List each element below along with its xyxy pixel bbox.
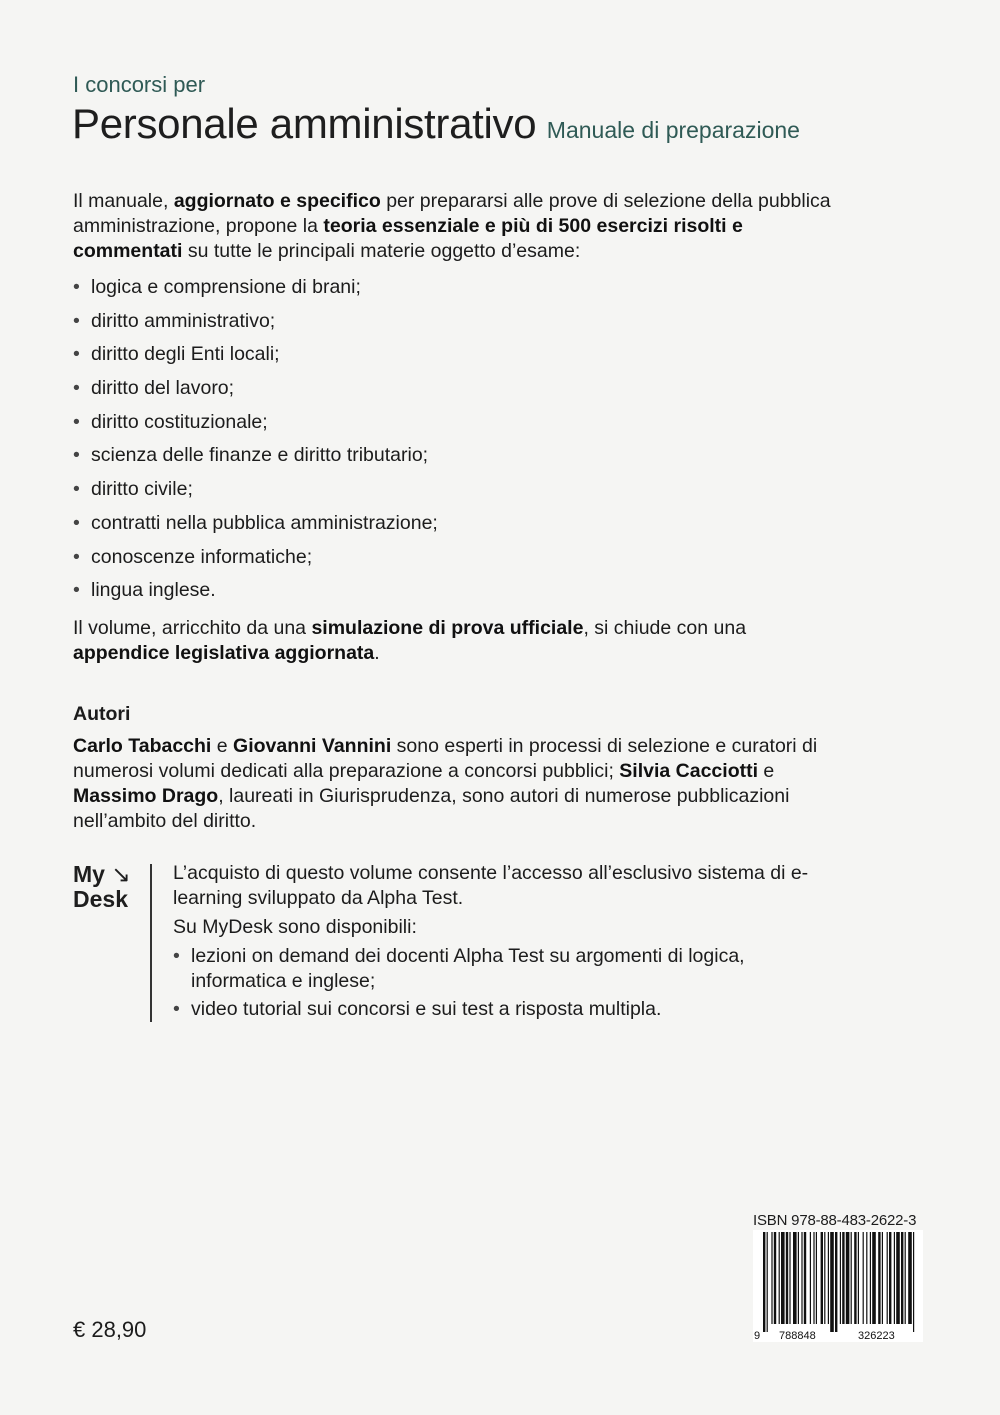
mydesk-logo-word: Desk bbox=[73, 886, 128, 912]
bullet-icon: • bbox=[173, 945, 180, 967]
outro-bold: appendice legislativa aggiornata bbox=[73, 642, 375, 664]
list-item bbox=[73, 511, 438, 545]
outro-bold: simulazione di prova ufficiale bbox=[311, 617, 584, 639]
topic-text: contratti nella pubblica amministrazione; bbox=[91, 511, 438, 534]
barcode-bar bbox=[854, 1232, 856, 1324]
bullet-icon: • bbox=[73, 410, 80, 433]
barcode-digits-left: 788848 bbox=[779, 1330, 816, 1342]
barcode-bar bbox=[866, 1232, 867, 1324]
list-item bbox=[73, 545, 438, 579]
intro-text: Il manuale, bbox=[73, 190, 174, 212]
mydesk-item-text: video tutorial sui concorsi e sui test a risposta multipla. bbox=[191, 998, 662, 1020]
authors-text: , laureati in Giurisprudenza, sono autori di numerose pubblicazioni nell’ambito del diritto. bbox=[73, 785, 790, 832]
authors-text: sono esperti in processi di selezione e curatori di numerosi volumi dedicati alla preparazione a concorsi pubblici; bbox=[73, 735, 818, 782]
mydesk-paragraph: L’acquisto di questo volume consente l’accesso all’esclusivo sistema di e-learning sviluppato da Alpha Test. bbox=[173, 862, 809, 909]
intro-text: su tutte le principali materie oggetto d’esame: bbox=[182, 240, 581, 262]
intro-bold: aggiornato e specifico bbox=[173, 190, 381, 212]
mydesk-paragraph: Su MyDesk sono disponibili: bbox=[173, 916, 417, 938]
barcode-bar bbox=[858, 1232, 859, 1324]
bullet-icon: • bbox=[173, 998, 180, 1020]
barcode-bar bbox=[771, 1232, 772, 1324]
barcode-bar bbox=[763, 1232, 765, 1332]
vertical-divider bbox=[150, 864, 152, 1022]
barcode-bar bbox=[908, 1232, 912, 1324]
barcode-bar bbox=[842, 1232, 844, 1324]
barcode-bar bbox=[774, 1232, 776, 1324]
list-item bbox=[73, 309, 438, 343]
barcode-bar bbox=[793, 1232, 797, 1324]
list-item bbox=[73, 443, 438, 477]
barcode-bar bbox=[896, 1232, 900, 1324]
barcode-bar bbox=[824, 1232, 825, 1324]
barcode-bar bbox=[786, 1232, 788, 1324]
list-item bbox=[173, 997, 873, 1022]
bullet-icon: • bbox=[73, 579, 80, 602]
barcode-bar bbox=[801, 1232, 802, 1324]
barcode-bar bbox=[779, 1232, 780, 1324]
topic-text: lingua inglese. bbox=[91, 579, 216, 602]
bullet-icon: • bbox=[73, 309, 80, 332]
price: € 28,90 bbox=[73, 1317, 147, 1342]
list-item bbox=[73, 410, 438, 444]
author-name: Carlo Tabacchi bbox=[73, 735, 212, 757]
barcode bbox=[753, 1230, 923, 1347]
barcode-digit-first: 9 bbox=[754, 1330, 761, 1342]
topics-list bbox=[73, 275, 438, 612]
isbn-label: ISBN 978-88-483-2622-3 bbox=[753, 1212, 917, 1229]
authors-paragraph bbox=[73, 734, 863, 834]
author-name: Silvia Cacciotti bbox=[619, 760, 759, 782]
topic-text: scienza delle finanze e diritto tributario; bbox=[91, 444, 429, 467]
mydesk-description bbox=[173, 861, 873, 1025]
list-item bbox=[73, 342, 438, 376]
barcode-bar bbox=[887, 1232, 888, 1324]
intro-bold: teoria essenziale e più di 500 esercizi risolti e commentati bbox=[73, 215, 743, 262]
mydesk-logo-word: My bbox=[73, 861, 105, 887]
outro-text: . bbox=[374, 642, 380, 664]
authors-text: e bbox=[758, 760, 775, 782]
barcode-digits-right: 326223 bbox=[858, 1330, 895, 1342]
intro-paragraph bbox=[73, 189, 853, 264]
title-row bbox=[72, 100, 800, 148]
book-title: Personale amministrativo bbox=[72, 100, 537, 147]
barcode-bar bbox=[894, 1232, 895, 1324]
list-item bbox=[73, 477, 438, 511]
barcode-bar bbox=[863, 1232, 864, 1324]
author-name: Massimo Drago bbox=[73, 785, 219, 807]
topic-text: diritto civile; bbox=[91, 478, 193, 501]
list-item bbox=[173, 944, 873, 994]
barcode-bar bbox=[767, 1232, 768, 1332]
topic-text: diritto amministrativo; bbox=[91, 309, 276, 332]
arrow-down-right-icon: ↘ bbox=[111, 861, 131, 887]
topic-text: logica e comprensione di brani; bbox=[91, 276, 361, 298]
barcode-bar bbox=[872, 1232, 876, 1324]
bullet-icon: • bbox=[73, 444, 80, 467]
mydesk-list bbox=[173, 944, 873, 1022]
mydesk-item-text: lezioni on demand dei docenti Alpha Test su argomenti di logica, informatica e inglese; bbox=[191, 945, 745, 992]
barcode-bar bbox=[851, 1232, 852, 1324]
barcode-bar bbox=[870, 1232, 871, 1324]
barcode-bar bbox=[816, 1232, 817, 1324]
topic-text: conoscenze informatiche; bbox=[91, 545, 313, 568]
outro-text: Il volume, arricchito da una bbox=[73, 617, 312, 639]
bullet-icon: • bbox=[73, 478, 80, 501]
outro-paragraph bbox=[73, 616, 853, 666]
list-item bbox=[73, 275, 438, 309]
bullet-icon: • bbox=[73, 511, 80, 534]
authors-heading: Autori bbox=[73, 703, 131, 725]
authors-text: e bbox=[211, 735, 234, 757]
intro-text: per prepararsi alle prove di selezione della pubblica amministrazione, propone la bbox=[73, 190, 831, 237]
topic-text: diritto costituzionale; bbox=[91, 410, 268, 433]
barcode-bar bbox=[846, 1232, 850, 1324]
barcode-bar bbox=[882, 1232, 883, 1324]
mydesk-logo bbox=[73, 862, 131, 912]
barcode-bar bbox=[889, 1232, 891, 1324]
barcode-bar bbox=[835, 1232, 837, 1332]
list-item bbox=[73, 578, 438, 612]
barcode-bar bbox=[798, 1232, 799, 1324]
series-label: I concorsi per bbox=[73, 72, 206, 97]
barcode-bar bbox=[789, 1232, 790, 1324]
barcode-bar bbox=[810, 1232, 811, 1324]
barcode-bar bbox=[781, 1232, 785, 1324]
barcode-bar bbox=[830, 1232, 834, 1332]
bullet-icon: • bbox=[73, 343, 80, 366]
topic-text: diritto del lavoro; bbox=[91, 377, 235, 400]
author-name: Giovanni Vannini bbox=[233, 735, 392, 757]
bullet-icon: • bbox=[73, 545, 80, 568]
bullet-icon: • bbox=[73, 377, 80, 400]
bullet-icon: • bbox=[73, 276, 80, 298]
barcode-bar bbox=[905, 1232, 906, 1324]
barcode-bar bbox=[821, 1232, 823, 1324]
barcode-bar bbox=[878, 1232, 880, 1324]
topic-text: diritto degli Enti locali; bbox=[91, 343, 280, 366]
outro-text: , si chiude con una bbox=[583, 617, 747, 639]
barcode-graphic bbox=[753, 1230, 923, 1342]
list-item bbox=[73, 376, 438, 410]
barcode-bar bbox=[840, 1232, 841, 1324]
book-subtitle: Manuale di preparazione bbox=[546, 117, 800, 143]
barcode-bar bbox=[813, 1232, 814, 1324]
barcode-bar bbox=[913, 1232, 914, 1332]
barcode-bar bbox=[804, 1232, 806, 1324]
barcode-bar bbox=[901, 1232, 903, 1324]
barcode-bar bbox=[828, 1232, 829, 1324]
